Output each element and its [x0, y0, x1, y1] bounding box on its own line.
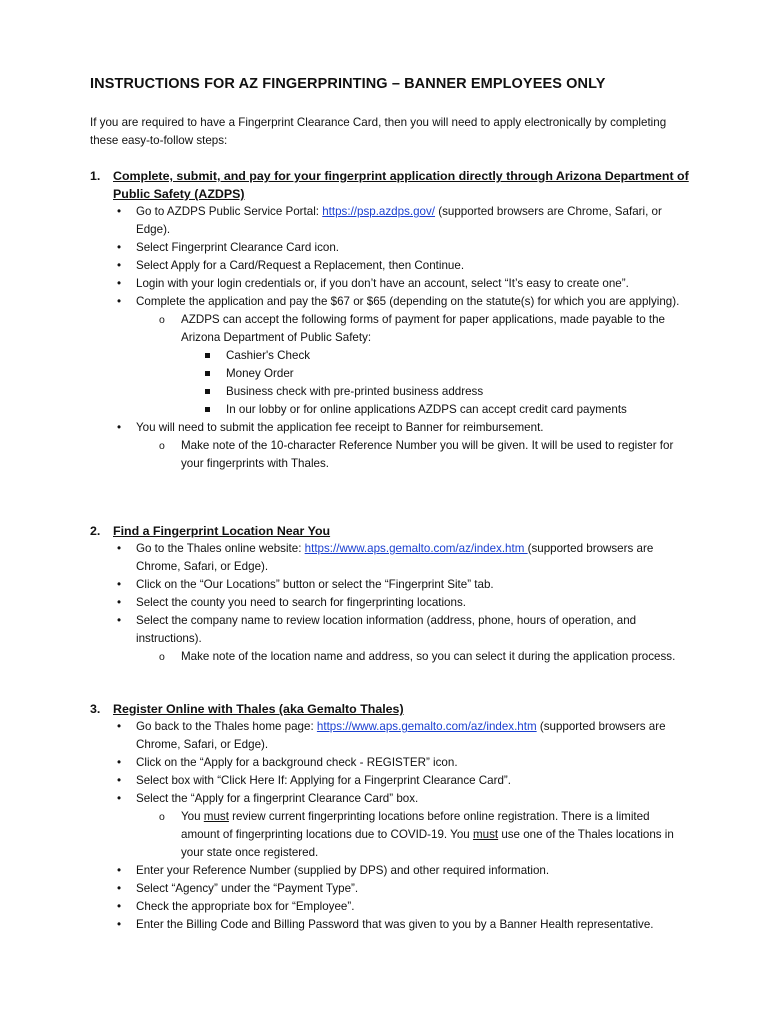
- list-item: • Select the company name to review location information (address, phone, hours of operation, and instructions). o Make note of the location name and address, so you can select it during the application process.: [90, 612, 690, 666]
- sub-list: [136, 437, 690, 473]
- list-item: • Go to AZDPS Public Service Portal: https://psp.azdps.gov/ (supported browsers are Chrome, Safari, or Edge).: [90, 203, 690, 239]
- thales-website-link[interactable]: https://www.aps.gemalto.com/az/index.htm: [304, 542, 528, 555]
- section-title: Register Online with Thales (aka Gemalto Thales): [113, 702, 404, 716]
- sub-list: [136, 311, 690, 419]
- list-item: • Select the county you need to search for fingerprinting locations.: [90, 594, 690, 612]
- list-item: • Select Fingerprint Clearance Card icon.: [90, 239, 690, 257]
- list-item: • Click on the “Apply for a background check - REGISTER” icon.: [90, 754, 690, 772]
- payment-form-item: Money Order: [90, 365, 690, 383]
- intro-paragraph: If you are required to have a Fingerprint Clearance Card, then you will need to apply electronically by completing these easy-to-follow steps:: [90, 116, 667, 147]
- section-title: Find a Fingerprint Location Near You: [113, 524, 331, 538]
- section-1-steps: [90, 203, 690, 473]
- list-item: • Enter your Reference Number (supplied by DPS) and other required information.: [90, 862, 690, 880]
- section-2: [90, 522, 690, 666]
- section-2-steps: [90, 540, 690, 666]
- list-item: • Go to the Thales online website: https://www.aps.gemalto.com/az/index.htm (supported browsers are Chrome, Safari, or Edge).: [90, 540, 690, 576]
- payment-form-item: Business check with pre-printed business address: [90, 383, 690, 401]
- section-number: 2.: [90, 524, 101, 538]
- section-number: 3.: [90, 702, 101, 716]
- sub-list-item: o AZDPS can accept the following forms of payment for paper applications, made payable to the Arizona Department of Public Safety: Cashier's Check Money Order Business check with pre-printed business address In our lobby or for online applications AZDPS can accept credit card payments: [90, 311, 690, 419]
- section-title: Complete, submit, and pay for your fingerprint application directly through Arizona Department of Public Safety (AZDPS): [113, 169, 689, 201]
- list-item: • You will need to submit the application fee receipt to Banner for reimbursement. o Make note of the 10-character Reference Number you will be given. It will be used to register for your fingerprints with Thales.: [90, 419, 690, 473]
- payment-form-item: In our lobby or for online applications AZDPS can accept credit card payments: [90, 401, 690, 419]
- list-item: • Check the appropriate box for “Employee”.: [90, 898, 690, 916]
- document-title: INSTRUCTIONS FOR AZ FINGERPRINTING – BANNER EMPLOYEES ONLY: [90, 76, 606, 92]
- sub-list-item: o Make note of the location name and address, so you can select it during the application process.: [90, 648, 690, 666]
- section-1-heading: [90, 167, 690, 203]
- sub-list-item: o You must review current fingerprinting locations before online registration. There is a limited amount of fingerprinting locations due to COVID-19. You must use one of the Thales locations in your state once registered.: [90, 808, 690, 862]
- list-item: • Select “Agency” under the “Payment Type”.: [90, 880, 690, 898]
- list-item: • Complete the application and pay the $67 or $65 (depending on the statute(s) for which you are applying). o AZDPS can accept the following forms of payment for paper applications, made payable to the Arizona Department of Public Safety: Cashier's Check Money Order Business check with pre-printed business address In our lobby or for online applications AZDPS can accept credit card payments: [90, 293, 690, 419]
- section-3: [90, 700, 690, 934]
- payment-form-item: Cashier's Check: [90, 347, 690, 365]
- thales-home-link[interactable]: https://www.aps.gemalto.com/az/index.htm: [316, 720, 537, 733]
- list-item: • Select Apply for a Card/Request a Replacement, then Continue.: [90, 257, 690, 275]
- azdps-portal-link[interactable]: https://psp.azdps.gov/: [322, 205, 436, 218]
- section-3-heading: [90, 700, 690, 718]
- list-item: • Select box with “Click Here If: Applying for a Fingerprint Clearance Card”.: [90, 772, 690, 790]
- section-number: 1.: [90, 169, 101, 183]
- payment-forms-list: [181, 347, 690, 419]
- section-1: [90, 167, 690, 473]
- section-3-steps: [90, 718, 690, 934]
- sub-list-item: o Make note of the 10-character Reference Number you will be given. It will be used to register for your fingerprints with Thales.: [90, 437, 690, 473]
- list-item: • Select the “Apply for a fingerprint Clearance Card” box. o You must review current fingerprinting locations before online registration. There is a limited amount of fingerprinting locations due to COVID-19. You must use one of the Thales locations in your state once registered.: [90, 790, 690, 862]
- list-item: • Enter the Billing Code and Billing Password that was given to you by a Banner Health representative.: [90, 916, 690, 934]
- sub-list: [136, 808, 690, 862]
- list-item: • Login with your login credentials or, if you don’t have an account, select “It’s easy to create one”.: [90, 275, 690, 293]
- emphasis-must: must: [472, 828, 499, 841]
- sub-list: [136, 648, 690, 666]
- list-item: • Go back to the Thales home page: https://www.aps.gemalto.com/az/index.htm (supported browsers are Chrome, Safari, or Edge).: [90, 718, 690, 754]
- section-2-heading: [90, 522, 690, 540]
- list-item: • Click on the “Our Locations” button or select the “Fingerprint Site” tab.: [90, 576, 690, 594]
- emphasis-must: must: [203, 810, 229, 823]
